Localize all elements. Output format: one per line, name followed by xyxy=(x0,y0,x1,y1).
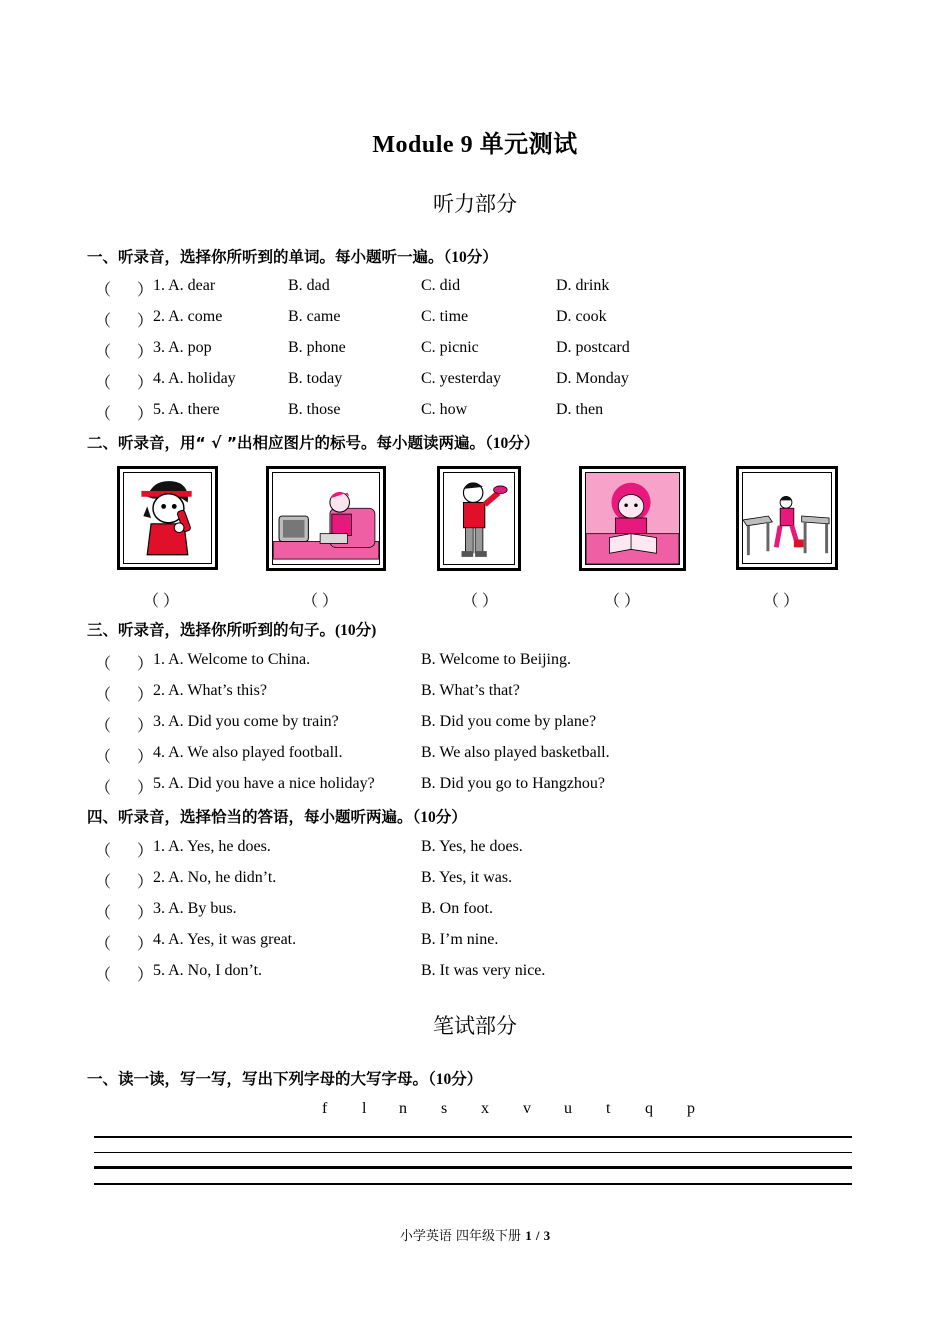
writing-section-title: 笔试部分 xyxy=(433,1014,517,1038)
footer-total: 3 xyxy=(543,1228,551,1243)
part1-heading-text: 一、听录音，选择你所听到的单词。每小题听一遍。 xyxy=(87,248,444,266)
option-d: D. Monday xyxy=(556,370,629,387)
answer-paren-close[interactable]: ） xyxy=(137,313,154,330)
answer-paren-close[interactable]: ） xyxy=(137,344,154,361)
writing-line xyxy=(94,1136,852,1138)
writing-line xyxy=(94,1183,852,1185)
option-a: 2. A. What’s this? xyxy=(153,682,267,699)
option-a: 4. A. We also played football. xyxy=(153,744,343,761)
option-b: B. came xyxy=(288,308,341,325)
letter: t xyxy=(606,1100,611,1117)
option-d: D. then xyxy=(556,401,604,418)
option-b: B. What’s that? xyxy=(421,682,520,699)
picture-3 xyxy=(437,466,521,571)
option-b: B. those xyxy=(288,401,341,418)
answer-paren-close[interactable]: ） xyxy=(137,718,154,735)
page-title: Module 9 单元测试 xyxy=(372,132,578,158)
option-a: 5. A. there xyxy=(153,401,220,418)
footer-page: 1 xyxy=(525,1228,532,1243)
picture-5-answer[interactable]: （ ） xyxy=(763,593,800,610)
answer-paren-close[interactable]: ） xyxy=(137,905,154,922)
question-row xyxy=(0,370,950,392)
option-b: B. dad xyxy=(288,277,330,294)
answer-paren-close[interactable]: ） xyxy=(137,282,154,299)
picture-1 xyxy=(117,466,218,570)
option-b: B. We also played basketball. xyxy=(421,744,610,761)
question-row xyxy=(0,900,950,922)
option-a: 2. A. come xyxy=(153,308,223,325)
answer-paren-open[interactable]: （ xyxy=(95,780,112,797)
option-c: C. how xyxy=(421,401,468,418)
picture-3-answer[interactable]: （ ） xyxy=(462,593,499,610)
question-row xyxy=(0,838,950,860)
question-row xyxy=(0,651,950,673)
part3-heading-text: 三、听录音，选择你所听到的句子。 xyxy=(87,621,336,639)
part4-points: （10分） xyxy=(412,809,467,826)
part2-heading-text: 二、听录音，用“ √ ”出相应图片的标号。每小题读两遍。 xyxy=(87,434,486,452)
picture-1-answer[interactable]: （ ） xyxy=(143,593,180,610)
answer-paren-close[interactable]: ） xyxy=(137,874,154,891)
picture-2-answer[interactable]: （ ） xyxy=(302,593,339,610)
option-d: D. postcard xyxy=(556,339,630,356)
option-c: C. did xyxy=(421,277,461,294)
answer-paren-close[interactable]: ） xyxy=(137,936,154,953)
option-a: 4. A. holiday xyxy=(153,370,236,387)
letter: u xyxy=(564,1100,572,1117)
option-c: C. picnic xyxy=(421,339,479,356)
answer-paren-open[interactable]: （ xyxy=(95,406,112,423)
part5-heading xyxy=(87,1067,482,1089)
question-row xyxy=(0,339,950,361)
answer-paren-open[interactable]: （ xyxy=(95,874,112,891)
picture-5 xyxy=(736,466,838,570)
option-b: B. Did you go to Hangzhou? xyxy=(421,775,605,792)
option-b: B. phone xyxy=(288,339,346,356)
picture-2 xyxy=(266,466,386,571)
option-a: 1. A. Welcome to China. xyxy=(153,651,311,668)
question-row xyxy=(0,931,950,953)
answer-paren-close[interactable]: ） xyxy=(137,687,154,704)
option-a: 2. A. No, he didn’t. xyxy=(153,869,277,886)
option-a: 5. A. Did you have a nice holiday? xyxy=(153,775,375,792)
option-a: 3. A. pop xyxy=(153,339,212,356)
question-row xyxy=(0,869,950,891)
footer-sep: / xyxy=(535,1228,540,1243)
question-row xyxy=(0,775,950,797)
question-row xyxy=(0,962,950,984)
answer-paren-open[interactable]: （ xyxy=(95,375,112,392)
part4-heading xyxy=(87,805,467,827)
listening-section-title: 听力部分 xyxy=(433,192,517,216)
answer-paren-open[interactable]: （ xyxy=(95,344,112,361)
option-a: 1. A. dear xyxy=(153,277,216,294)
boy-standing-icon xyxy=(444,473,514,564)
option-b: B. It was very nice. xyxy=(421,962,546,979)
answer-paren-open[interactable]: （ xyxy=(95,313,112,330)
answer-paren-open[interactable]: （ xyxy=(95,282,112,299)
option-a: 3. A. Did you come by train? xyxy=(153,713,339,730)
writing-line xyxy=(94,1166,852,1169)
question-row xyxy=(0,308,950,330)
answer-paren-close[interactable]: ） xyxy=(137,843,154,860)
answer-paren-open[interactable]: （ xyxy=(95,967,112,984)
letter: v xyxy=(523,1100,531,1117)
part3-points: (10分) xyxy=(335,622,377,639)
option-a: 4. A. Yes, it was great. xyxy=(153,931,297,948)
part2-heading xyxy=(87,431,539,453)
answer-paren-open[interactable]: （ xyxy=(95,656,112,673)
letter: l xyxy=(362,1100,367,1117)
answer-paren-close[interactable]: ） xyxy=(137,780,154,797)
picture-4-answer[interactable]: （ ） xyxy=(604,593,641,610)
question-row xyxy=(0,713,950,735)
option-d: D. cook xyxy=(556,308,607,325)
option-b: B. On foot. xyxy=(421,900,493,917)
answer-paren-close[interactable]: ） xyxy=(137,375,154,392)
letter: s xyxy=(441,1100,448,1117)
option-c: C. yesterday xyxy=(421,370,501,387)
letter: x xyxy=(481,1100,489,1117)
footer-subject: 小学英语 四年级下册 xyxy=(399,1229,522,1244)
picture-4 xyxy=(579,466,686,571)
question-row xyxy=(0,682,950,704)
option-d: D. drink xyxy=(556,277,610,294)
answer-paren-close[interactable]: ） xyxy=(137,656,154,673)
girl-reading-icon xyxy=(586,473,679,564)
part1-points: （10分） xyxy=(443,249,498,266)
option-a: 3. A. By bus. xyxy=(153,900,237,917)
option-a: 5. A. No, I don’t. xyxy=(153,962,263,979)
question-row xyxy=(0,744,950,766)
page-footer xyxy=(0,1225,950,1244)
part5-heading-text: 一、读一读，写一写，写出下列字母的大写字母。 xyxy=(87,1070,429,1088)
option-c: C. time xyxy=(421,308,469,325)
answer-paren-open[interactable]: （ xyxy=(95,936,112,953)
part5-points: （10分） xyxy=(428,1071,483,1088)
option-b: B. Welcome to Beijing. xyxy=(421,651,571,668)
girl-between-desks-icon xyxy=(743,473,831,563)
option-b: B. I’m nine. xyxy=(421,931,499,948)
option-b: B. today xyxy=(288,370,343,387)
letter: p xyxy=(687,1100,695,1117)
letter: f xyxy=(322,1100,328,1117)
part4-heading-text: 四、听录音，选择恰当的答语，每小题听两遍。 xyxy=(87,808,413,826)
question-row xyxy=(0,277,950,299)
girl-drinking-icon xyxy=(124,473,211,563)
option-b: B. Yes, he does. xyxy=(421,838,523,855)
option-a: 1. A. Yes, he does. xyxy=(153,838,271,855)
answer-paren-open[interactable]: （ xyxy=(95,718,112,735)
answer-paren-open[interactable]: （ xyxy=(95,843,112,860)
answer-paren-close[interactable]: ） xyxy=(137,967,154,984)
answer-paren-open[interactable]: （ xyxy=(95,905,112,922)
option-b: B. Yes, it was. xyxy=(421,869,513,886)
part2-points: （10分） xyxy=(485,435,540,452)
boy-watching-tv-icon xyxy=(273,473,379,564)
letters-row xyxy=(0,1100,950,1122)
question-row xyxy=(0,401,950,423)
answer-paren-close[interactable]: ） xyxy=(137,749,154,766)
letter: q xyxy=(645,1100,653,1117)
letter: n xyxy=(399,1100,407,1117)
answer-paren-open[interactable]: （ xyxy=(95,749,112,766)
part1-heading xyxy=(87,245,498,267)
option-b: B. Did you come by plane? xyxy=(421,713,597,730)
part3-heading xyxy=(87,618,376,640)
answer-paren-open[interactable]: （ xyxy=(95,687,112,704)
answer-paren-close[interactable]: ） xyxy=(137,406,154,423)
writing-line xyxy=(94,1152,852,1153)
